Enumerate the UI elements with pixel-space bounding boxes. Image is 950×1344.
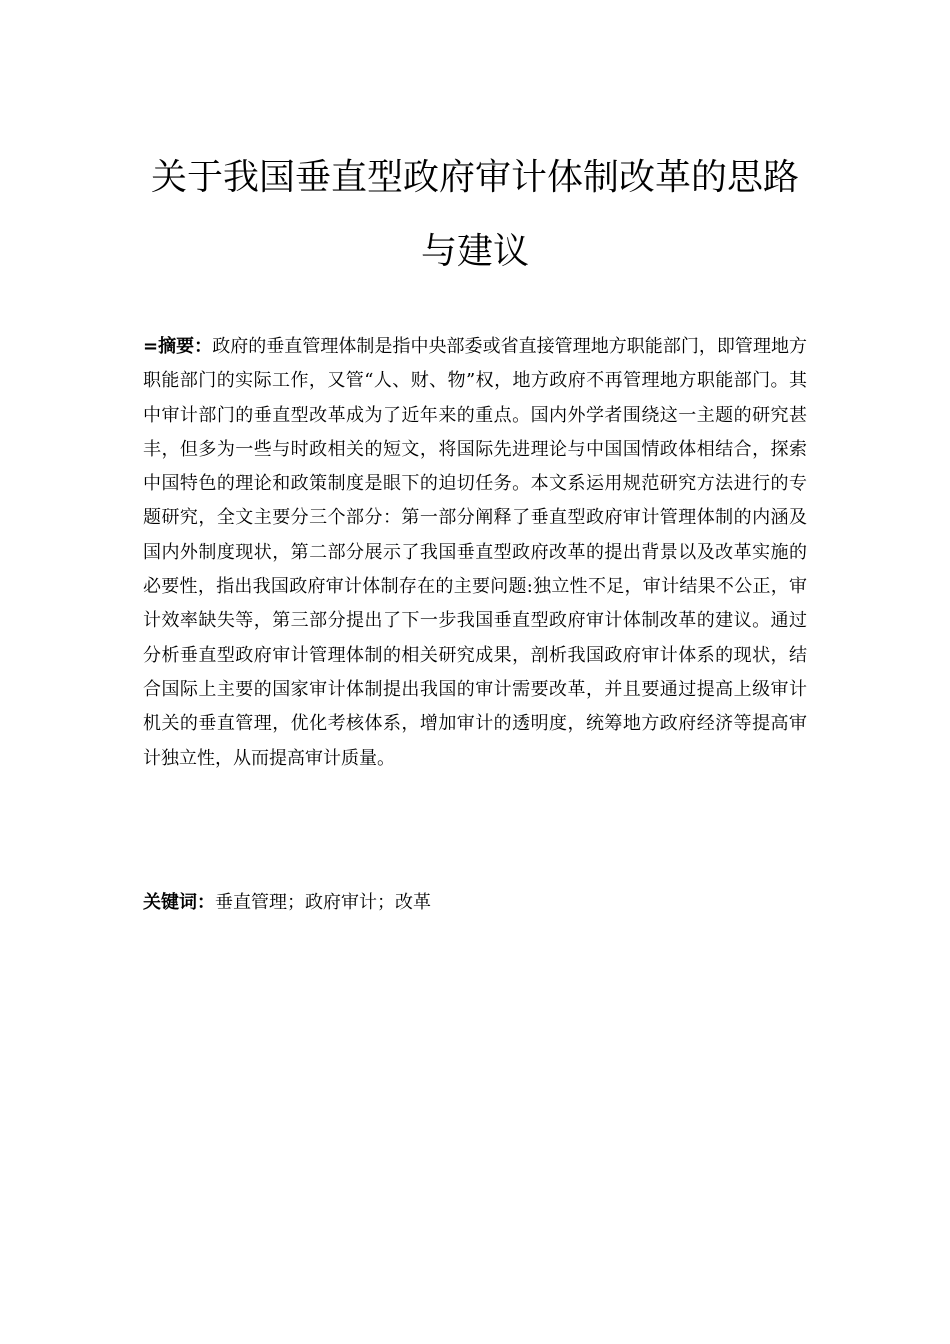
document-title-line-2: 与建议 <box>420 231 529 272</box>
document-title-line-1: 关于我国垂直型政府审计体制改革的思路 <box>150 157 799 198</box>
abstract-label: =摘要： <box>143 336 213 357</box>
abstract-text: 政府的垂直管理体制是指中央部委或省直接管理地方职能部门，即管理地方职能部门的实际工作，又管“人、财、物”权，地方政府不再管理地方职能部门。其中审计部门的垂直型改革成为了近年来的重点。国内外学者围绕这一主题的研究甚丰，但多为一些与时政相关的短文，将国际先进理论与中国国情政体相结合，探索中国特色的理论和政策制度是眼下的迫切任务。本文系运用规范研究方法进行的专题研究，全文主要分三个部分：第一部分阐释了垂直型政府审计管理体制的内涵及国内外制度现状，第二部分展示了我国垂直型政府改革的提出背景以及改革实施的必要性，指出我国政府审计体制存在的主要问题:独立性不足，审计结果不公正，审计效率缺失等，第三部分提出了下一步我国垂直型政府审计体制改革的建议。通过分析垂直型政府审计管理体制的相关研究成果，剖析我国政府审计体系的现状，结合国际上主要的国家审计体制提出我国的审计需要改革，并且要通过提高上级审计机关的垂直管理，优化考核体系，增加审计的透明度，统筹地方政府经济等提高审计独立性，从而提高审计质量。 <box>143 336 807 769</box>
keywords-label: 关键词： <box>143 892 215 913</box>
keywords-text: 垂直管理；政府审计；改革 <box>215 892 431 913</box>
keywords-paragraph <box>143 886 807 920</box>
abstract-paragraph <box>143 330 807 776</box>
